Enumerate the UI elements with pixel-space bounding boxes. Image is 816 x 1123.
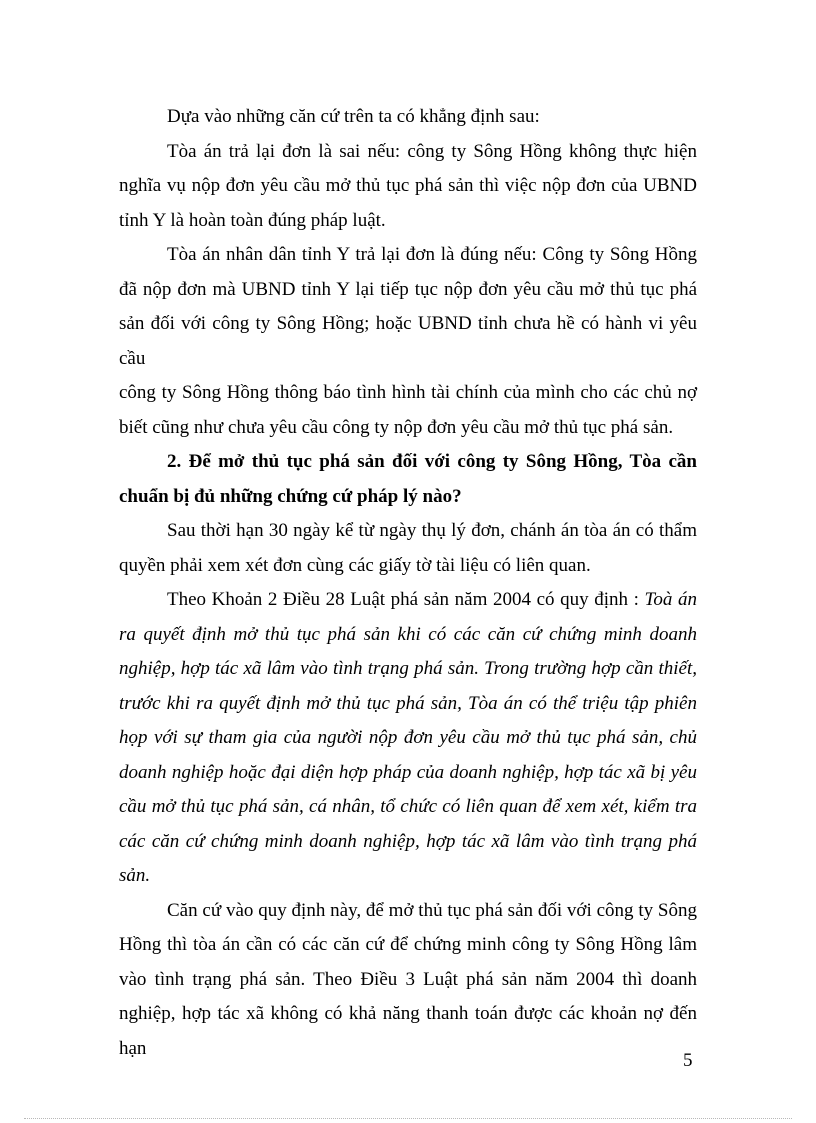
paragraph-line: nghĩa vụ nộp đơn yêu cầu mở thủ tục phá sản thì việc nộp đơn của UBND bbox=[119, 175, 697, 196]
page-content bbox=[119, 100, 697, 1066]
paragraph-line: nghiệp, hợp tác xã không có khả năng thanh toán được các khoản nợ đến hạn bbox=[119, 1003, 697, 1059]
paragraph-line: Tòa án trả lại đơn là sai nếu: công ty Sông Hồng không thực hiện bbox=[167, 140, 697, 162]
page-number: 5 bbox=[683, 1050, 693, 1071]
paragraph-line: Sau thời hạn 30 ngày kể từ ngày thụ lý đơn, chánh án tòa án có thẩm bbox=[167, 520, 697, 541]
paragraph-line: Căn cứ vào quy định này, để mở thủ tục phá sản đối với công ty Sông bbox=[167, 899, 697, 921]
paragraph-line: đã nộp đơn mà UBND tỉnh Y lại tiếp tục nộp đơn yêu cầu mở thủ tục phá bbox=[119, 278, 697, 300]
quoted-law-text: các căn cứ chứng minh doanh nghiệp, hợp tác xã lâm vào tình trạng phá bbox=[119, 830, 697, 852]
paragraph-line: quyền phải xem xét đơn cùng các giấy tờ tài liệu có liên quan. bbox=[119, 554, 591, 576]
quoted-law-text: sản. bbox=[119, 865, 151, 886]
paragraph-line: công ty Sông Hồng thông báo tình hình tài chính của mình cho các chủ nợ bbox=[119, 382, 697, 403]
section-heading: chuẩn bị đủ những chứng cứ pháp lý nào? bbox=[119, 485, 462, 507]
paragraph-line: Hồng thì tòa án cần có các căn cứ để chứng minh công ty Sông Hồng lâm bbox=[119, 934, 697, 955]
section-heading: 2. Để mở thủ tục phá sản đối với công ty Sông Hồng, Tòa cần bbox=[167, 451, 697, 472]
text-run: Theo Khoản 2 Điều 28 Luật phá sản năm 2004 có quy định : bbox=[167, 589, 645, 610]
paragraph-line bbox=[119, 583, 697, 618]
quoted-law-text: doanh nghiệp hoặc đại diện hợp pháp của doanh nghiệp, hợp tác xã bị yêu bbox=[119, 761, 697, 783]
paragraph-line: vào tình trạng phá sản. Theo Điều 3 Luật phá sản năm 2004 thì doanh bbox=[119, 968, 697, 990]
quoted-law-text: họp với sự tham gia của người nộp đơn yêu cầu mở thủ tục phá sản, chủ bbox=[119, 727, 697, 748]
paragraph-line: biết cũng như chưa yêu cầu công ty nộp đơn yêu cầu mở thủ tục phá sản. bbox=[119, 416, 674, 438]
paragraph-line: tỉnh Y là hoàn toàn đúng pháp luật. bbox=[119, 209, 386, 231]
page-bottom-divider bbox=[24, 1118, 792, 1119]
quoted-law-text: nghiệp, hợp tác xã lâm vào tình trạng phá sản. Trong trường hợp cần thiết, bbox=[119, 658, 697, 679]
paragraph-line: sản đối với công ty Sông Hồng; hoặc UBND tỉnh chưa hề có hành vi yêu cầu bbox=[119, 313, 697, 369]
quoted-law-text: cầu mở thủ tục phá sản, cá nhân, tổ chức có liên quan để xem xét, kiểm tra bbox=[119, 796, 697, 817]
paragraph-line: Tòa án nhân dân tỉnh Y trả lại đơn là đúng nếu: Công ty Sông Hồng bbox=[167, 244, 697, 265]
paragraph-line: Dựa vào những căn cứ trên ta có khẳng định sau: bbox=[167, 106, 540, 127]
quoted-law-text: trước khi ra quyết định mở thủ tục phá sản, Tòa án có thể triệu tập phiên bbox=[119, 692, 697, 714]
quoted-law-text: ra quyết định mở thủ tục phá sản khi có các căn cứ chứng minh doanh bbox=[119, 623, 697, 645]
quoted-law-text: Toà án bbox=[644, 589, 697, 610]
